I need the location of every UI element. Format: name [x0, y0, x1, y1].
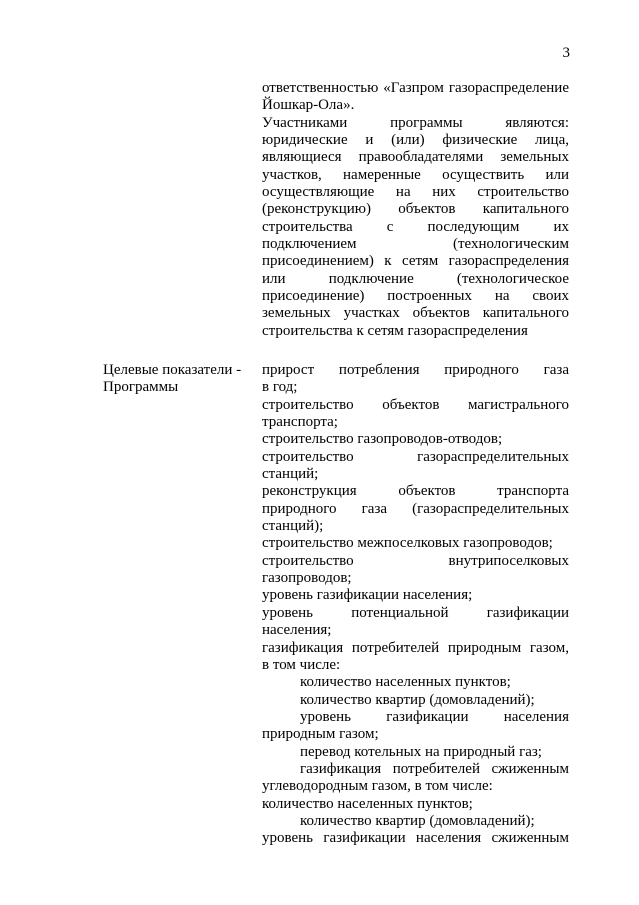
text-line: строительства с последующим их [262, 218, 569, 235]
text-line: присоединением) к сетям газораспределения [262, 253, 569, 270]
text-line: газификация потребителей природным газом, [262, 639, 569, 656]
text-line: или подключение (технологическое [262, 270, 569, 287]
text-line: газификация потребителей сжиженным [300, 760, 569, 777]
text-line: углеводородным газом, в том числе: [262, 778, 493, 795]
text-line: подключением (технологическим [262, 236, 569, 253]
text-line: количество квартир (домовладений); [300, 691, 535, 708]
text-line: присоединение) построенных на своих [262, 288, 569, 305]
label-line: Программы [103, 379, 179, 396]
text-line: строительство газораспределительных [262, 448, 569, 465]
text-line: Участниками программы являются: [262, 114, 569, 131]
text-line: в год; [262, 379, 298, 396]
text-line: уровень газификации населения; [262, 587, 473, 604]
text-line: участков, намеренные осуществить или [262, 166, 569, 183]
text-line: газопроводов; [262, 570, 352, 587]
text-line: строительство внутрипоселковых [262, 552, 569, 569]
text-line: количество населенных пунктов; [262, 795, 473, 812]
label-line: Целевые показатели - [103, 362, 242, 378]
page-number: 3 [562, 45, 570, 61]
text-line: прирост потребления природного газа [262, 362, 569, 378]
text-line: станций); [262, 518, 324, 535]
text-line: количество квартир (домовладений); [300, 812, 535, 829]
text-line: являющиеся правообладателями земельных [262, 149, 569, 166]
text-line: реконструкция объектов транспорта [262, 483, 569, 500]
text-line: природным газом; [262, 726, 379, 743]
text-line: строительство газопроводов-отводов; [262, 431, 503, 448]
text-line: земельных участках объектов капитального [262, 305, 569, 322]
text-line: Йошкар-Ола». [262, 97, 355, 114]
target-indicators-label [103, 362, 255, 397]
target-indicators-list [262, 362, 569, 848]
text-line: перевод котельных на природный газ; [300, 743, 542, 760]
text-line: транспорта; [262, 414, 338, 431]
text-line: строительства к сетям газораспределения [262, 322, 528, 339]
text-line: природного газа (газораспределительных [262, 500, 569, 517]
text-line: осуществляющие на них строительство [262, 184, 569, 201]
text-line: строительство межпоселковых газопроводов; [262, 535, 553, 552]
text-line: (реконструкцию) объектов капитального [262, 201, 569, 218]
text-line: строительство объектов магистрального [262, 396, 569, 413]
text-line: станций; [262, 466, 319, 483]
text-line: населения; [262, 622, 332, 639]
participants-block [262, 80, 569, 340]
text-line: количество населенных пунктов; [300, 674, 511, 691]
text-line: уровень потенциальной газификации [262, 604, 569, 621]
text-line: ответственностью «Газпром газораспределение [262, 80, 569, 96]
text-line: уровень газификации населения [300, 708, 569, 725]
text-line: юридические и (или) физические лица, [262, 132, 569, 149]
text-line: в том числе: [262, 656, 341, 673]
text-line: уровень газификации населения сжиженным [262, 830, 569, 847]
